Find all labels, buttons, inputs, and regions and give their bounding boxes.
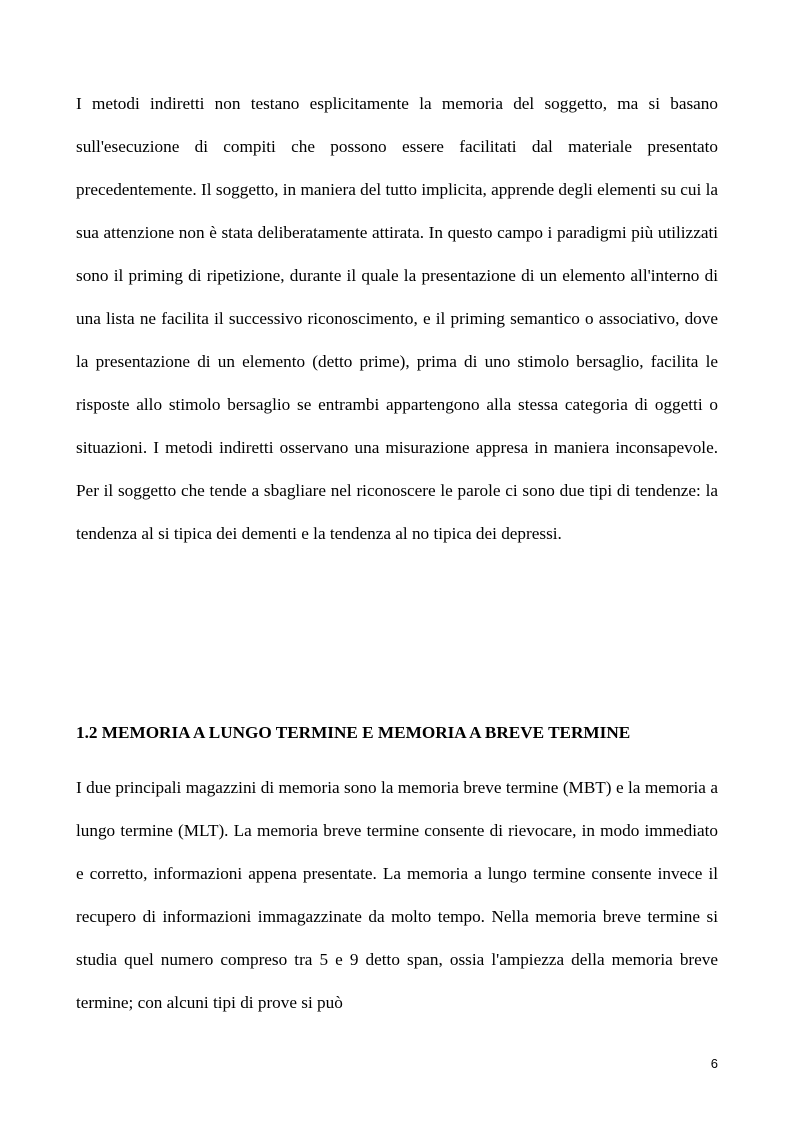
page-number: 6 <box>710 1056 718 1071</box>
section-heading: 1.2 MEMORIA A LUNGO TERMINE E MEMORIA A BREVE TERMINE <box>76 723 631 742</box>
body-paragraph-memory-stores: I due principali magazzini di memoria sono la memoria breve termine (MBT) e la memoria a lungo termine (MLT). La memoria breve termine consente di rievocare, in modo immediato e corretto, informazioni appena presentate. La memoria a lungo termine consente invece il recupero di informazioni immagazzinate da molto tempo. Nella memoria breve termine si studia quel numero compreso tra 5 e 9 detto span, ossia l'ampiezza della memoria breve termine; con alcuni tipi di prove si può <box>76 778 718 1012</box>
body-paragraph-indirect-methods: I metodi indiretti non testano esplicitamente la memoria del soggetto, ma si basano sull'esecuzione di compiti che possono essere facilitati dal materiale presentato precedentemente. Il soggetto, in maniera del tutto implicita, apprende degli elementi su cui la sua attenzione non è stata deliberatamente attirata. In questo campo i paradigmi più utilizzati sono il priming di ripetizione, durante il quale la presentazione di un elemento all'interno di una lista ne facilita il successivo riconoscimento, e il priming semantico o associativo, dove la presentazione di un elemento (detto prime), prima di uno stimolo bersaglio, facilita le risposte allo stimolo bersaglio se entrambi appartengono alla stessa categoria di oggetti o situazioni. I metodi indiretti osservano una misurazione appresa in maniera inconsapevole. Per il soggetto che tende a sbagliare nel riconoscere le parole ci sono due tipi di tendenze: la tendenza al si tipica dei dementi e la tendenza al no tipica dei depressi. <box>76 94 718 543</box>
